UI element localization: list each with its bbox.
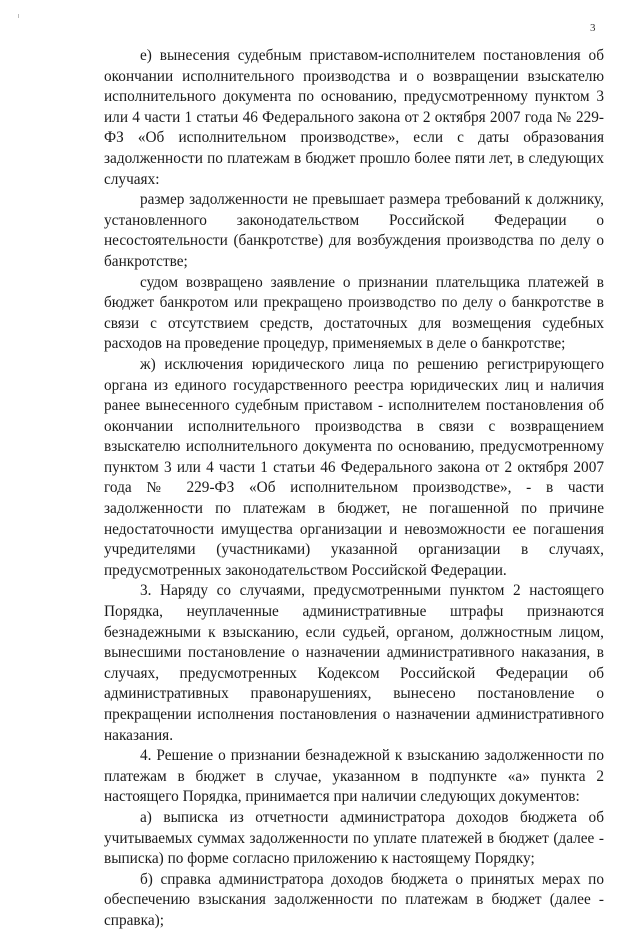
paragraph-debt-size: размер задолженности не превышает размера требований к должнику, установленного законодательством Российской Федерации о несостоятельности (банкротстве) для возбуждения производства по делу о банкротстве; (104, 191, 604, 270)
scan-speck-mark (18, 14, 19, 18)
document-body (104, 46, 604, 932)
paragraph-4a: а) выписка из отчетности администратора доходов бюджета об учитываемых суммах задолженности по уплате платежей в бюджет (далее - выписка) по форме согласно приложению к настоящему Порядку; (104, 808, 604, 868)
paragraph-3: 3. Наряду со случаями, предусмотренными пунктом 2 настоящего Порядка, неуплаченные административные штрафы признаются безнадежными к взысканию, если судьей, органом, должностным лицом, вынесшими постановление о назначении административного наказания, в случаях, предусмотренных Кодексом Российской Федерации об административных правонарушениях, вынесено постановление о прекращении исполнения постановления о назначении административного наказания. (104, 582, 604, 744)
paragraph-zh: ж) исключения юридического лица по решению регистрирующего органа из единого государственного реестра юридических лиц и наличия ранее вынесенного судебным приставом - исполнителем постановления об окончании исполнительного производства в связи с возвращением взыскателю исполнительного документа по основанию, предусмотренному пунктом 3 или 4 части 1 статьи 46 Федерального закона от 2 октября 2007 года № 229-ФЗ «Об исполнительном производстве», - в части задолженности по платежам в бюджет, не погашенной по причине недостаточности имущества организации и невозможности ее погашения учредителями (участниками) указанной организации в случаях, предусмотренных законодательством Российской Федерации. (104, 355, 604, 579)
paragraph-4: 4. Решение о признании безнадежной к взысканию задолженности по платежам в бюджет в случае, указанном в подпункте «а» пункта 2 настоящего Порядка, принимается при наличии следующих документов: (104, 747, 604, 806)
paragraph-4b: б) справка администратора доходов бюджета о принятых мерах по обеспечению взыскания задолженности по платежам в бюджет (далее - справка); (104, 870, 604, 929)
page-number: 3 (590, 22, 596, 34)
paragraph-court-returned: судом возвращено заявление о признании плательщика платежей в бюджет банкротом или прекращено производство по делу о банкротстве в связи с отсутствием средств, достаточных для возмещения судебных расходов на проведение процедур, применяемых в деле о банкротстве; (104, 273, 604, 353)
paragraph-e: е) вынесения судебным приставом-исполнителем постановления об окончании исполнительного производства и о возвращении взыскателю исполнительного документа по основанию, предусмотренному пунктом 3 или 4 части 1 статьи 46 Федерального закона от 2 октября 2007 года № 229-ФЗ «Об исполнительном производстве», если с даты образования задолженности по платежам в бюджет прошло более пяти лет, в следующих случаях: (104, 47, 604, 188)
